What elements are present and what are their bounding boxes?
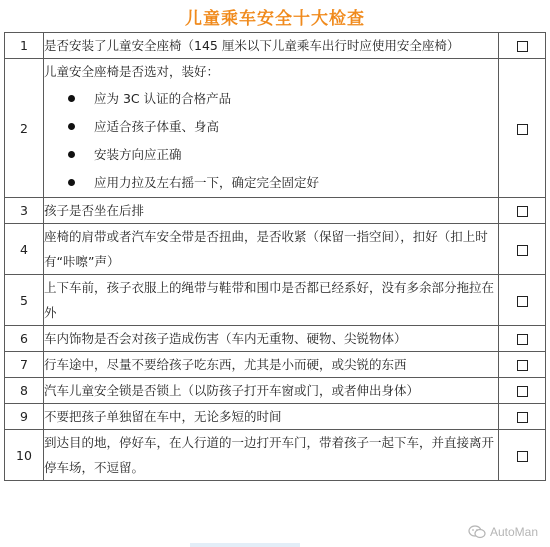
row-content [44,404,499,430]
row-text: 儿童安全座椅是否选对，装好： [44,64,220,79]
bullet-dot-icon [68,95,75,102]
row-content [44,430,499,481]
row-text: 到达目的地，停好车，在人行道的一边打开车门，带着孩子一起下车，并直接离开停车场，不逗留。 [44,435,495,475]
checklist-row [5,430,546,481]
row-text: 行车途中，尽量不要给孩子吃东西，尤其是小而硬，或尖锐的东西 [44,357,407,372]
row-text: 汽车儿童安全锁是否锁上（以防孩子打开车窗或门，或者伸出身体） [44,383,420,398]
checkbox-cell [499,430,546,481]
checklist-row [5,326,546,352]
checkbox[interactable] [517,412,528,423]
checkbox[interactable] [517,360,528,371]
bottom-strip [190,543,300,547]
checklist-table [4,32,546,481]
watermark [468,525,538,539]
checklist-row [5,404,546,430]
watermark-text: AutoMan [489,525,538,539]
row-text: 车内饰物是否会对孩子造成伤害（车内无重物、硬物、尖锐物体） [44,331,407,346]
checklist-row [5,198,546,224]
checklist-row [5,378,546,404]
row-text: 上下车前，孩子衣服上的绳带与鞋带和围巾是否都已经系好，没有多余部分拖拉在外 [44,280,495,320]
row-number: 4 [5,224,44,275]
checkbox-cell [499,352,546,378]
row-number: 10 [5,430,44,481]
checkbox[interactable] [517,386,528,397]
row-number: 5 [5,275,44,326]
checklist-row [5,59,546,198]
row-number: 2 [5,59,44,198]
checklist-row [5,352,546,378]
checkbox-cell [499,378,546,404]
checkbox-cell [499,33,546,59]
checkbox-cell [499,224,546,275]
row-text: 是否安装了儿童安全座椅（145 厘米以下儿童乘车出行时应使用安全座椅） [44,38,460,53]
checkbox[interactable] [517,296,528,307]
checkbox[interactable] [517,451,528,462]
bullet-item [68,141,498,169]
bullet-text: 安装方向应正确 [94,147,182,162]
checklist-row [5,275,546,326]
row-number: 8 [5,378,44,404]
checkbox[interactable] [517,206,528,217]
row-content [44,275,499,326]
row-content [44,33,499,59]
checkbox[interactable] [517,334,528,345]
row-number: 3 [5,198,44,224]
bullet-item [68,169,498,197]
bullet-text: 应适合孩子体重、身高 [94,119,220,134]
checkbox-cell [499,198,546,224]
wechat-icon [468,525,486,539]
row-text: 孩子是否坐在后排 [44,203,145,218]
page-title: 儿童乘车安全十大检查 [185,9,365,29]
bullet-dot-icon [68,151,75,158]
checkbox-cell [499,275,546,326]
row-content [44,224,499,275]
checklist-row [5,33,546,59]
row-number: 7 [5,352,44,378]
bullet-item [68,113,498,141]
row-content [44,352,499,378]
checkbox[interactable] [517,245,528,256]
bullet-list [44,85,498,197]
row-content [44,198,499,224]
bullet-text: 应为 3C 认证的合格产品 [94,91,232,106]
row-number: 1 [5,33,44,59]
row-content [44,378,499,404]
row-number: 6 [5,326,44,352]
bullet-dot-icon [68,179,75,186]
checkbox[interactable] [517,124,528,135]
row-text: 座椅的肩带或者汽车安全带是否扭曲，是否收紧（保留一指空间），扣好（扣上时有“咔嚓”声） [44,229,488,269]
checkbox-cell [499,404,546,430]
checkbox-cell [499,59,546,198]
bullet-dot-icon [68,123,75,130]
row-text: 不要把孩子单独留在车中，无论多短的时间 [44,409,282,424]
checkbox-cell [499,326,546,352]
row-content [44,326,499,352]
checkbox[interactable] [517,41,528,52]
checklist-row [5,224,546,275]
row-number: 9 [5,404,44,430]
row-content [44,59,499,198]
bullet-item [68,85,498,113]
bullet-text: 应用力拉及左右摇一下，确定完全固定好 [94,175,320,190]
